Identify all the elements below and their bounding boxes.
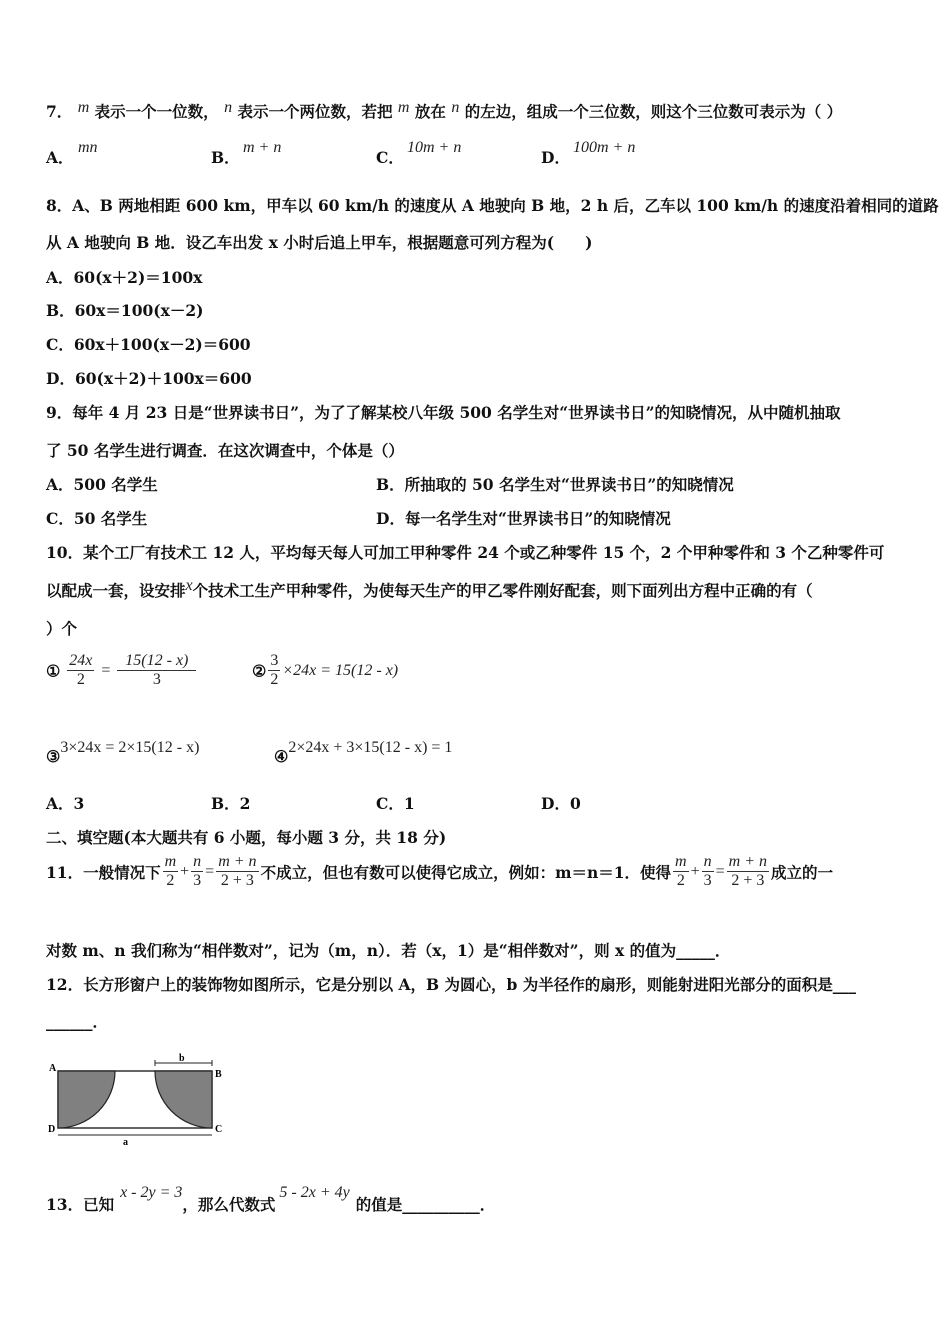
- q9-option-c: C．50 名学生: [46, 509, 148, 528]
- q10-equation-2: ② $\frac{3}{2}$ ×24x = 15(12 - x): [252, 652, 399, 689]
- q7-option-a-expr: mn: [78, 139, 98, 156]
- q8-stem-line2: 从 A 地驶向 B 地．设乙车出发 x 小时后追上甲车，根据题意可列方程为( ): [46, 233, 593, 252]
- q9-option-d: D．每一名学生对“世界读书日”的知晓情况: [376, 509, 671, 528]
- q8-option-a: A．60(x＋2)＝100x: [46, 268, 203, 287]
- q10-stem-line2: 以配成一套，设安排x个技术工生产甲种零件，为使每天生产的甲乙零件刚好配套，则下面列出方程中正确的有（: [46, 577, 813, 600]
- q10-stem-line1: 10．某个工厂有技术工 12 人，平均每天每人可加工甲种零件 24 个或乙种零件 15 个，2 个甲种零件和 3 个乙种零件可: [46, 543, 885, 562]
- label-B: B: [215, 1069, 222, 1080]
- q13-stem: 13．已知x - 2y = 3，那么代数式5 - 2x + 4y的值是__________．: [46, 1184, 496, 1214]
- q8-option-d: D．60(x＋2)＋100x＝600: [46, 369, 252, 388]
- q9-option-b: B．所抽取的 50 名学生对“世界读书日”的知晓情况: [376, 475, 734, 494]
- var-x: x: [185, 577, 193, 594]
- q12-stem-line1: 12．长方形窗户上的装饰物如图所示，它是分别以 A，B 为圆心，b 为半径作的扇形，则能射进阳光部分的面积是___: [46, 975, 856, 994]
- q7-option-a: A．: [46, 148, 74, 167]
- label-b: b: [179, 1053, 185, 1064]
- q8-option-c: C．60x＋100(x－2)＝600: [46, 335, 251, 354]
- q11-stem-line2: 对数 m、n 我们称为“相伴数对”，记为（m，n）．若（x，1）是“相伴数对”，则 x 的值为_____．: [46, 941, 731, 960]
- q10-equation-3: ③3×24x = 2×15(12 - x): [46, 739, 200, 766]
- q13-expression: 5 - 2x + 4y: [279, 1184, 350, 1201]
- q10-equation-1: ① $\frac{24x}{2}$ = $\frac{15(12 - x)}{3}$: [46, 652, 198, 690]
- var-n: n: [224, 99, 233, 116]
- q9-stem-line1: 9．每年 4 月 23 日是“世界读书日”，为了了解某校八年级 500 名学生对“世界读书日”的知晓情况，从中随机抽取: [46, 403, 841, 422]
- q11-stem-line1: 11．一般情况下 $\frac{m}{2}$ + $\frac{n}{3}$ = $\frac{m + n}{2 + 3}$ 不成立，但也有数可以使得它成立，例如：m＝n＝1．使得 $\frac{m}{2}$ + $\frac{n}{3}$ = $\frac{m + n}{2 + 3}$ 成立的一: [46, 853, 834, 890]
- label-A: A: [49, 1063, 57, 1074]
- q7-option-b: B．: [211, 148, 240, 167]
- q10-option-d: D．0: [541, 794, 581, 813]
- label-a: a: [123, 1137, 128, 1147]
- q7-stem: 7． m 表示一个一位数， n 表示一个两位数，若把 m 放在 n 的左边，组成一个三位数，则这个三位数可表示为（ ）: [46, 99, 843, 121]
- q8-option-b: B．60x＝100(x－2): [46, 301, 204, 320]
- q8-stem-line1: 8．A、B 两地相距 600 km，甲车以 60 km/h 的速度从 A 地驶向 B 地，2 h 后，乙车以 100 km/h 的速度沿着相同的道路: [46, 196, 939, 215]
- var-m: m: [397, 99, 410, 116]
- q10-equation-4: ④2×24x + 3×15(12 - x) = 1: [274, 739, 453, 766]
- q10-option-c: C．1: [376, 794, 415, 813]
- q10-option-b: B．2: [211, 794, 251, 813]
- q7-option-d: D．: [541, 148, 570, 167]
- q10-stem-line3: ）个: [46, 619, 78, 638]
- q7-option-c-expr: 10m + n: [407, 139, 462, 156]
- var-n: n: [451, 99, 460, 116]
- q10-option-a: A．3: [46, 794, 85, 813]
- window-figure: [45, 1052, 235, 1147]
- label-C: C: [215, 1124, 223, 1135]
- q9-option-a: A．500 名学生: [46, 475, 158, 494]
- section-heading: 二、填空题(本大题共有 6 小题，每小题 3 分，共 18 分): [46, 828, 447, 847]
- q9-stem-line2: 了 50 名学生进行调查．在这次调查中，个体是（）: [46, 441, 404, 460]
- q13-condition: x - 2y = 3: [120, 1184, 183, 1201]
- label-D: D: [48, 1124, 56, 1135]
- q7-option-c: C．: [376, 148, 404, 167]
- q7-option-b-expr: m + n: [243, 139, 282, 156]
- q12-stem-line2: ______．: [46, 1012, 109, 1031]
- q7-option-d-expr: 100m + n: [573, 139, 636, 156]
- var-m: m: [77, 99, 90, 116]
